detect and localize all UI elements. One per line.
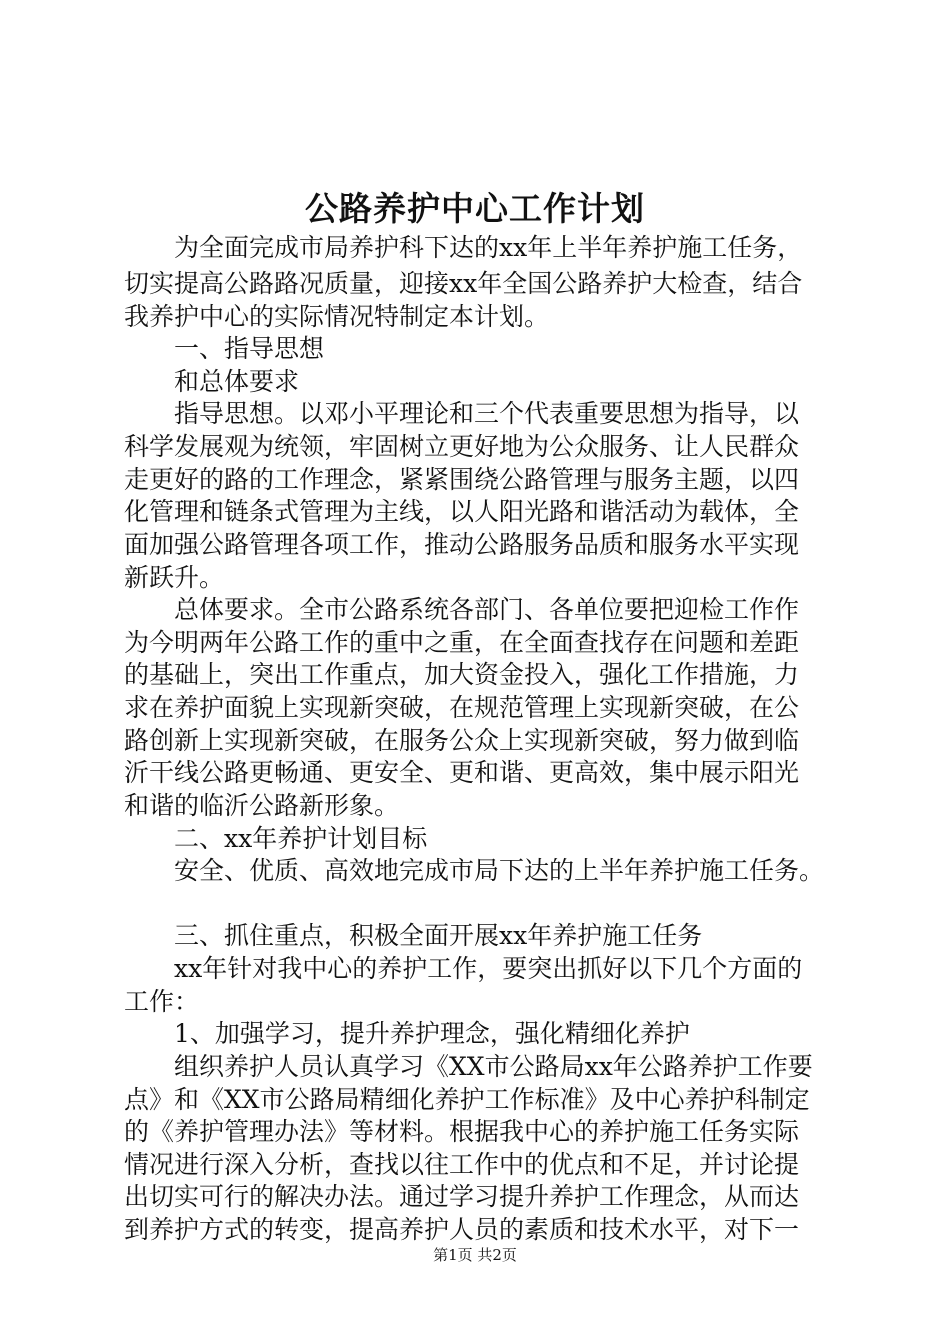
section-heading: 和总体要求 <box>124 367 300 396</box>
section-heading: 二、xx年养护计划目标 <box>124 824 428 853</box>
page-title: 公路养护中心工作计划 <box>305 189 645 228</box>
text-line: 工作： <box>124 987 200 1016</box>
text-line: 为全面完成市局养护科下达的xx年上半年养护施工任务， <box>124 233 803 262</box>
text-line: 走更好的路的工作理念，紧紧围绕公路管理与服务主题，以四 <box>124 465 800 494</box>
text-line: 和谐的临沂公路新形象。 <box>124 791 400 820</box>
page-number: 第1页 共2页 <box>433 1246 517 1264</box>
section-heading: 三、抓住重点，积极全面开展xx年养护施工任务 <box>124 921 703 950</box>
text-line: 的《养护管理办法》等材料。根据我中心的养护施工任务实际 <box>124 1117 800 1146</box>
text-line: 情况进行深入分析，查找以往工作中的优点和不足，并讨论提 <box>124 1150 800 1179</box>
text-line: 我养护中心的实际情况特制定本计划。 <box>124 302 550 331</box>
text-line: xx年针对我中心的养护工作，要突出抓好以下几个方面的 <box>124 954 803 983</box>
section-heading: 一、指导思想 <box>124 334 325 363</box>
text-line: 点》和《XX市公路局精细化养护工作标准》及中心养护科制定 <box>124 1085 810 1114</box>
text-line: 总体要求。全市公路系统各部门、各单位要把迎检工作作 <box>124 595 800 624</box>
text-line: 出切实可行的解决办法。通过学习提升养护工作理念，从而达 <box>124 1182 800 1211</box>
text-line: 新跃升。 <box>124 563 225 592</box>
text-line: 指导思想。以邓小平理论和三个代表重要思想为指导，以 <box>124 399 800 428</box>
text-line: 为今明两年公路工作的重中之重，在全面查找存在问题和差距 <box>124 628 800 657</box>
text-line: 化管理和链条式管理为主线，以人阳光路和谐活动为载体，全 <box>124 497 800 526</box>
text-line: 科学发展观为统领，牢固树立更好地为公众服务、让人民群众 <box>124 432 800 461</box>
text-line: 沂干线公路更畅通、更安全、更和谐、更高效，集中展示阳光 <box>124 758 800 787</box>
subsection-heading: 1、加强学习，提升养护理念，强化精细化养护 <box>124 1019 690 1048</box>
text-line: 安全、优质、高效地完成市局下达的上半年养护施工任务。 <box>124 856 825 885</box>
text-line: 求在养护面貌上实现新突破，在规范管理上实现新突破，在公 <box>124 693 800 722</box>
text-line: 的基础上，突出工作重点，加大资金投入，强化工作措施，力 <box>124 660 800 689</box>
text-line: 组织养护人员认真学习《XX市公路局xx年公路养护工作要 <box>124 1052 813 1081</box>
text-line: 切实提高公路路况质量，迎接xx年全国公路养护大检查，结合 <box>124 269 803 298</box>
text-line: 面加强公路管理各项工作，推动公路服务品质和服务水平实现 <box>124 530 800 559</box>
text-line: 到养护方式的转变，提高养护人员的素质和技术水平，对下一 <box>124 1215 800 1244</box>
text-line: 路创新上实现新突破，在服务公众上实现新突破，努力做到临 <box>124 726 800 755</box>
